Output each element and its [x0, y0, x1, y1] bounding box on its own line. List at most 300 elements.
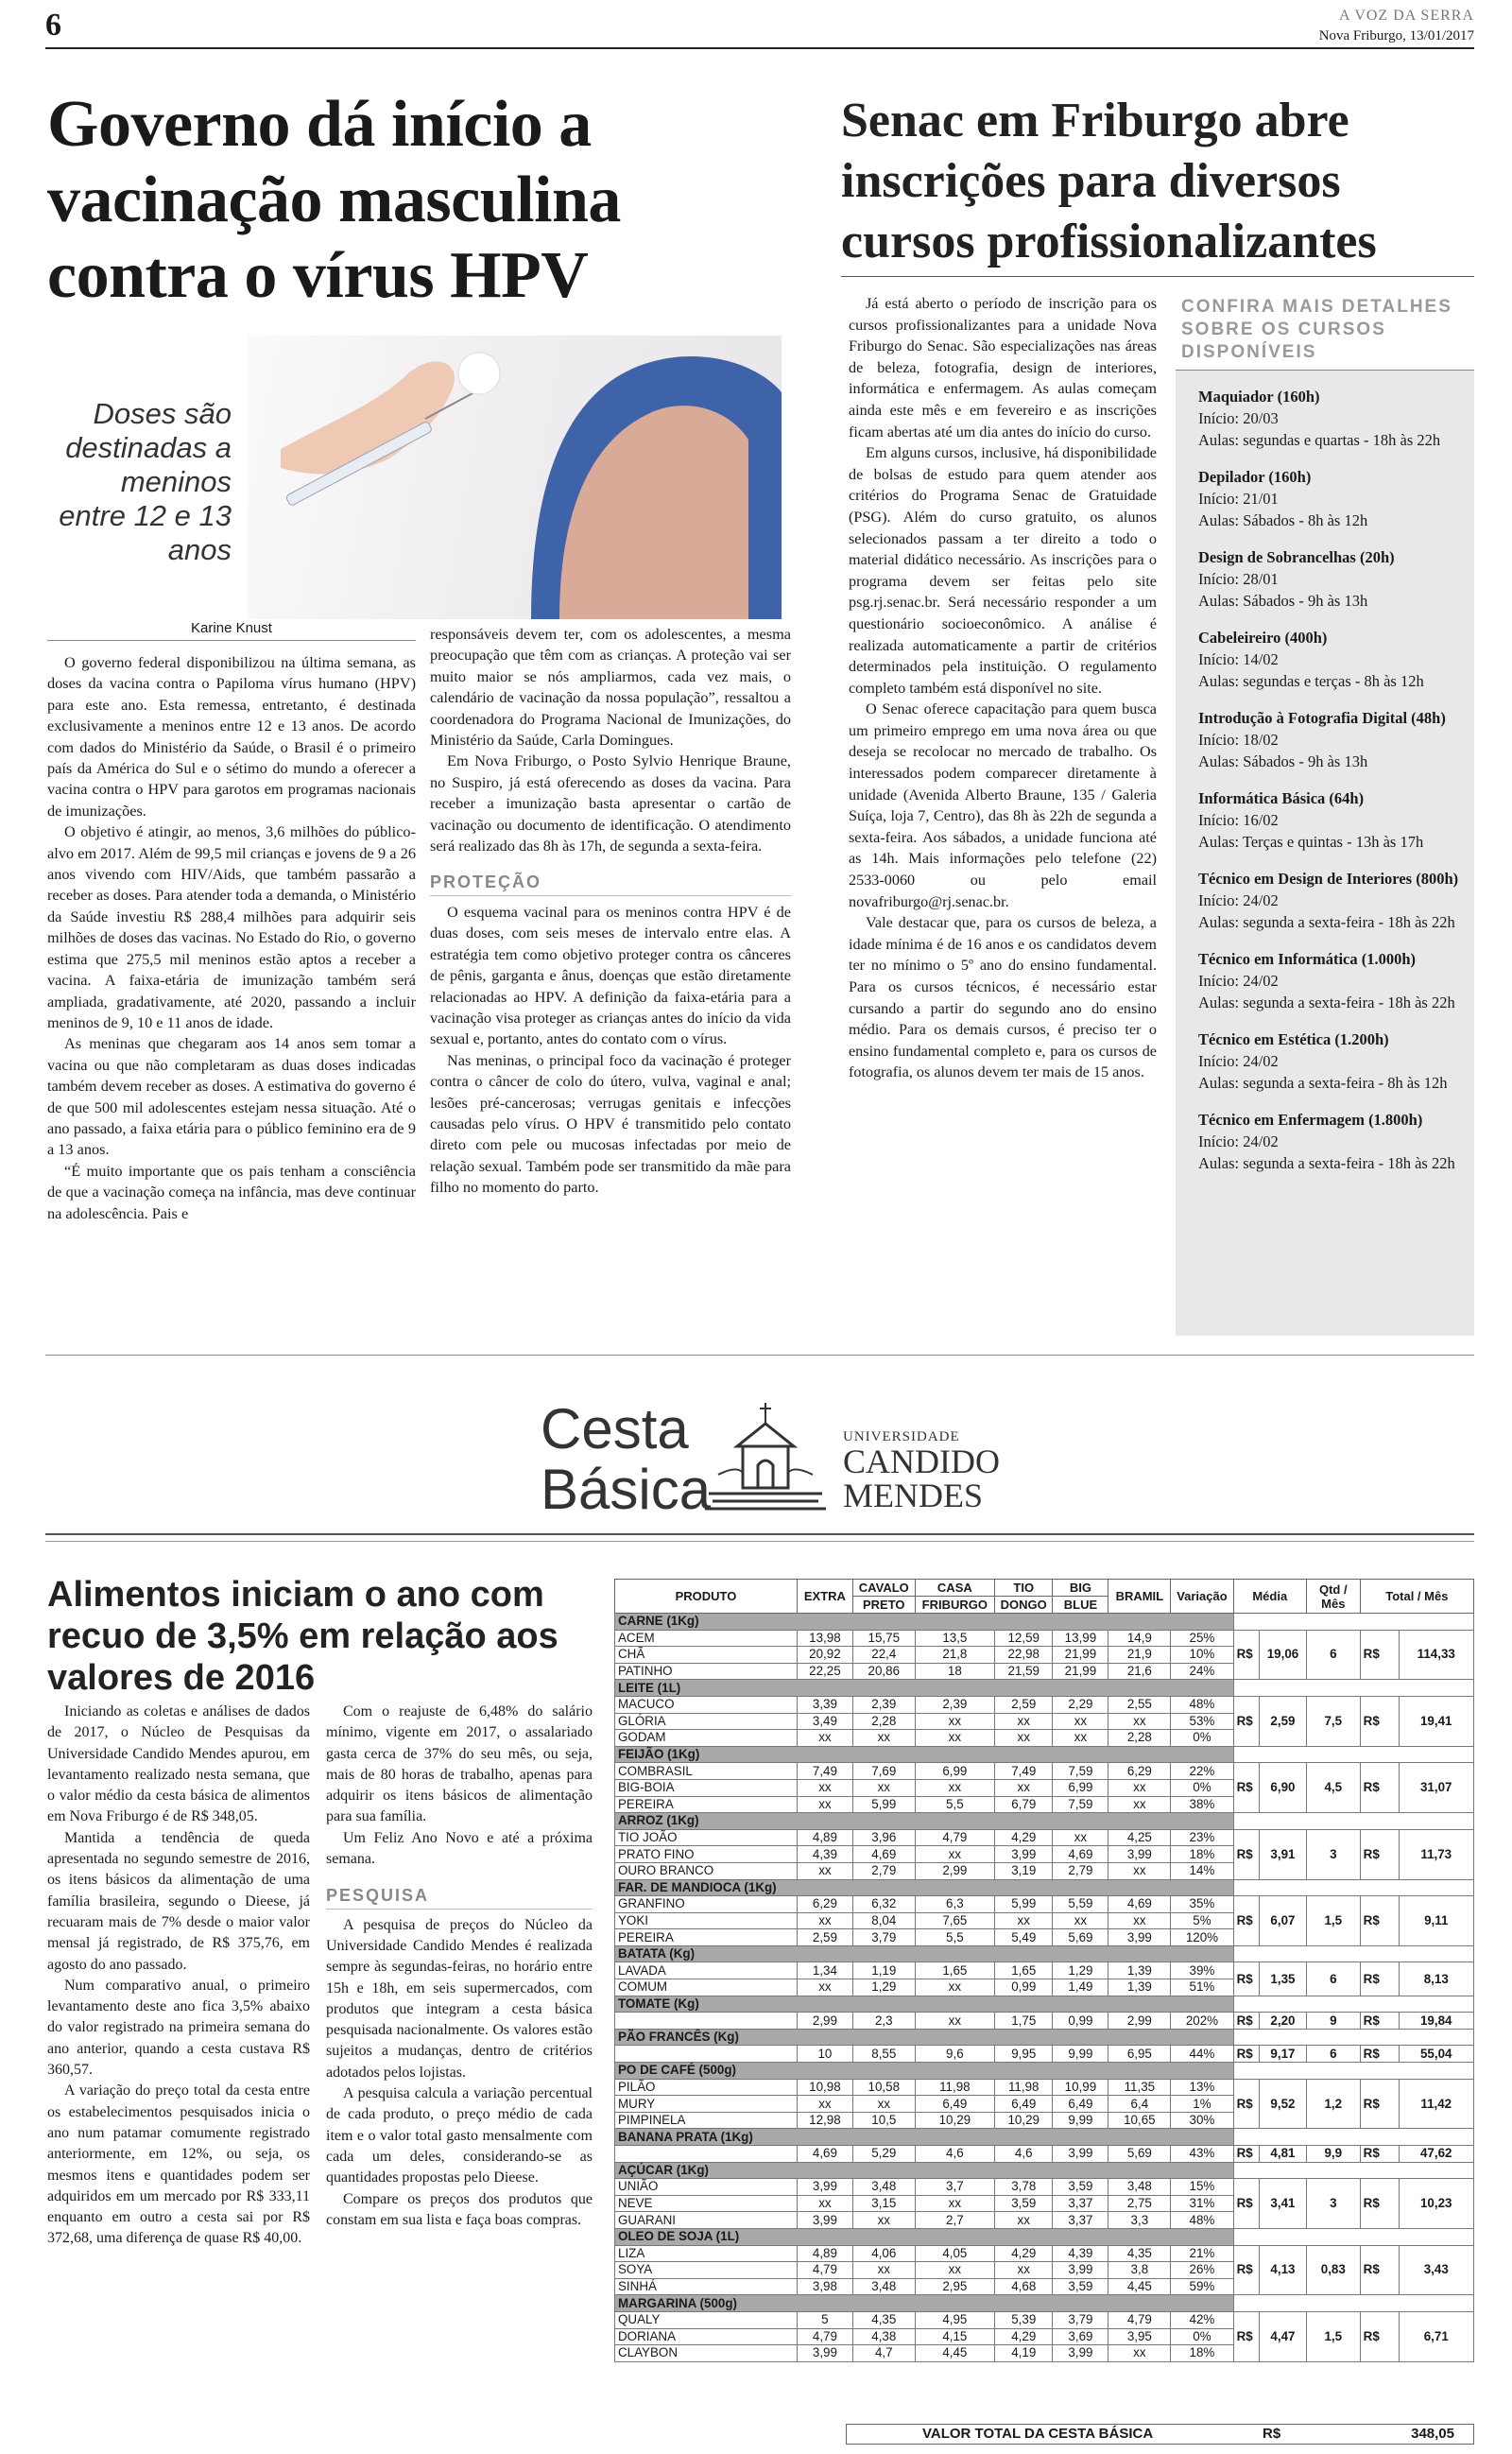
price-cell: 4,95: [915, 2311, 994, 2328]
course-name: Introdução à Fotografia Digital (48h): [1198, 709, 1446, 727]
category-row: [615, 2162, 1474, 2179]
total-label: VALOR TOTAL DA CESTA BÁSICA: [922, 2426, 1154, 2442]
media-currency: R$: [1233, 2245, 1259, 2295]
price-cell: 6,79: [995, 1796, 1053, 1813]
hpv-column-1: [47, 652, 416, 1224]
price-cell: 3,96: [852, 1829, 915, 1846]
col-header-dongo: DONGO: [995, 1597, 1053, 1614]
price-cell: 18: [915, 1663, 994, 1680]
price-cell: 10: [797, 2046, 852, 2063]
course-classes: Aulas: segunda a sexta-feira - 18h às 22h: [1198, 913, 1455, 931]
price-cell: 1,39: [1108, 1979, 1171, 1996]
col-header-variacao: Variação: [1171, 1580, 1233, 1614]
category-name: LEITE (1L): [615, 1680, 1234, 1697]
variation-cell: 25%: [1171, 1630, 1233, 1647]
hpv-paragraph: Nas meninas, o principal foco da vacinação é proteger contra o câncer de colo do útero, vulva, vaginal e anal; lesões pré-cancerosas; verrugas genitais e infecções causadas pelo vírus. O HPV é transmitido pelo contato direto com pele ou mucosas infectadas por meio de relação sexual. Também pode ser transmitido da mãe para filho no momento do parto.: [430, 1050, 791, 1197]
price-cell: 4,79: [797, 2262, 852, 2279]
category-row: [615, 2063, 1474, 2080]
summary-spacer: [1233, 1996, 1473, 2013]
header-rule: [45, 47, 1474, 49]
cesta-paragraph: Num comparativo anual, o primeiro levantamento deste ano fica 3,5% abaixo do valor registrado na primeira semana do ano anterior, quando a cesta custava R$ 360,57.: [47, 1977, 310, 2079]
product-name: PEREIRA: [615, 1796, 798, 1813]
price-cell: 1,29: [1053, 1962, 1108, 1979]
price-cell: 9,99: [1053, 2112, 1108, 2129]
price-cell: 4,15: [915, 2328, 994, 2345]
price-cell: 20,92: [797, 1647, 852, 1664]
price-cell: 10,29: [915, 2112, 994, 2129]
variation-cell: 31%: [1171, 2195, 1233, 2212]
variation-cell: 24%: [1171, 1663, 1233, 1680]
senac-paragraph: Já está aberto o período de inscrição para os cursos profissionalizantes para a unidade Nova Friburgo do Senac. São especializações nas áreas de beleza, fotografia, design de interiores, informática e enfermagem. As aulas começam ainda este mês e em fevereiro e as inscrições ficam abertas até um dia antes do início do curso.: [849, 295, 1157, 441]
total-value: 348,05: [1411, 2426, 1454, 2442]
course-name: Cabeleireiro (400h): [1198, 629, 1328, 647]
media-value: 3,41: [1260, 2179, 1307, 2229]
price-cell: xx: [852, 1730, 915, 1747]
price-cell: 6,32: [852, 1896, 915, 1913]
total-month-value: 47,62: [1399, 2146, 1474, 2163]
course-name: Técnico em Informática (1.000h): [1198, 950, 1417, 968]
price-cell: 6,99: [915, 1763, 994, 1780]
course-name: Depilador (160h): [1198, 468, 1312, 486]
date-line: Nova Friburgo, 13/01/2017: [1318, 28, 1474, 43]
course-start: Início: 21/01: [1198, 490, 1279, 508]
price-cell: 4,05: [915, 2245, 994, 2262]
product-name: PIMPINELA: [615, 2112, 798, 2129]
course-name: Informática Básica (64h): [1198, 789, 1365, 807]
course-name: Maquiador (160h): [1198, 388, 1320, 406]
course-start: Início: 16/02: [1198, 811, 1279, 829]
price-cell: 4,45: [1108, 2278, 1171, 2295]
category-name: CARNE (1Kg): [615, 1614, 1234, 1631]
course-classes: Aulas: Sábados - 8h às 12h: [1198, 511, 1368, 529]
total-month-value: 11,42: [1399, 2079, 1474, 2129]
media-currency: R$: [1233, 2146, 1259, 2163]
course-item: [1176, 546, 1474, 612]
price-cell: 6,99: [1053, 1779, 1108, 1796]
category-row: [615, 2029, 1474, 2046]
variation-cell: 18%: [1171, 1846, 1233, 1863]
col-header-extra: EXTRA: [797, 1580, 852, 1614]
price-cell: xx: [1053, 1912, 1108, 1929]
price-cell: 3,37: [1053, 2195, 1108, 2212]
total-currency: R$: [1360, 2146, 1399, 2163]
hpv-paragraph: O esquema vacinal para os meninos contra HPV é de duas doses, com seis meses de intervalo entre elas. A estratégia tem como objetivo proteger contra os cânceres de pênis, garganta e ânus, doenças que estão diretamente relacionadas ao HPV. A definição da faixa-etária para a vacinação visa proteger as crianças antes do início da vida sexual e, portanto, antes do contato com o vírus.: [430, 902, 791, 1048]
price-cell: 1,75: [995, 2013, 1053, 2030]
table-row: [615, 1763, 1474, 1780]
quantity-value: 9: [1306, 2013, 1360, 2030]
price-cell: 6,29: [797, 1896, 852, 1913]
variation-cell: 0%: [1171, 1730, 1233, 1747]
price-cell: 5,99: [995, 1896, 1053, 1913]
price-cell: xx: [797, 1779, 852, 1796]
product-name: CLAYBON: [615, 2345, 798, 2362]
media-value: 4,47: [1260, 2311, 1307, 2361]
variation-cell: 38%: [1171, 1796, 1233, 1813]
price-cell: 4,29: [995, 1829, 1053, 1846]
total-month-value: 3,43: [1399, 2245, 1474, 2295]
price-cell: xx: [915, 1713, 994, 1730]
product-name: PATINHO: [615, 1663, 798, 1680]
category-name: BATATA (Kg): [615, 1945, 1234, 1962]
product-name: LIZA: [615, 2245, 798, 2262]
category-name: FAR. DE MANDIOCA (1Kg): [615, 1879, 1234, 1896]
price-cell: xx: [995, 2212, 1053, 2229]
course-classes: Aulas: Sábados - 9h às 13h: [1198, 592, 1368, 610]
category-row: [615, 1879, 1474, 1896]
price-cell: 4,89: [797, 1829, 852, 1846]
table-row: [615, 1829, 1474, 1846]
price-cell: 3,99: [1053, 2146, 1108, 2163]
price-cell: 0,99: [995, 1979, 1053, 1996]
cesta-word-1: Cesta: [541, 1397, 689, 1460]
product-name: GRANFINO: [615, 1896, 798, 1913]
price-cell: 6,29: [1108, 1763, 1171, 1780]
price-cell: xx: [1108, 1912, 1171, 1929]
price-cell: 3,99: [995, 1846, 1053, 1863]
table-row: [615, 2146, 1474, 2163]
price-cell: xx: [995, 1713, 1053, 1730]
cesta-headline: Alimentos iniciam o ano com recuo de 3,5% em relação aos valores de 2016: [47, 1575, 558, 1698]
price-cell: 3,98: [797, 2278, 852, 2295]
col-header-produto: PRODUTO: [615, 1580, 798, 1614]
product-name: GODAM: [615, 1730, 798, 1747]
category-name: MARGARINA (500g): [615, 2295, 1234, 2312]
cesta-paragraph: Um Feliz Ano Novo e até a próxima semana.: [326, 1829, 593, 1868]
course-start: Início: 24/02: [1198, 972, 1279, 990]
hpv-paragraph: “É muito importante que os pais tenham a consciência de que a vacinação começa na infância, mas deve continuar na adolescência. Pais e: [47, 1161, 416, 1222]
price-cell: 3,59: [995, 2195, 1053, 2212]
cesta-basica-title: [541, 1399, 711, 1520]
media-currency: R$: [1233, 2179, 1259, 2229]
variation-cell: 15%: [1171, 2179, 1233, 2196]
summary-spacer: [1233, 2029, 1473, 2046]
price-cell: xx: [797, 1912, 852, 1929]
cesta-paragraph: A pesquisa de preços do Núcleo da Universidade Candido Mendes é realizada sempre às segundas-feiras, no horário entre 15h e 18h, em seis supermercados, com produtos que integram a cesta básica pesquisada nacionalmente. Os valores estão sujeitos a mudanças, dentro de critérios adotados pelos lojistas.: [326, 1916, 593, 2081]
price-cell: xx: [797, 2096, 852, 2113]
variation-cell: 21%: [1171, 2245, 1233, 2262]
sidebar-heading: CONFIRA MAIS DETALHES SOBRE OS CURSOS DISPONÍVEIS: [1176, 288, 1474, 371]
course-classes: Aulas: segunda a sexta-feira - 8h às 12h: [1198, 1074, 1448, 1092]
price-cell: 5,5: [915, 1796, 994, 1813]
price-cell: 4,45: [915, 2345, 994, 2362]
cesta-word-2: Básica: [541, 1458, 712, 1521]
price-cell: 3,79: [1053, 2311, 1108, 2328]
section-heading-protecao: PROTEÇÃO: [430, 872, 791, 895]
course-start: Início: 14/02: [1198, 650, 1279, 668]
price-cell: 3,99: [797, 2212, 852, 2229]
quantity-value: 6: [1306, 2046, 1360, 2063]
price-cell: 5,5: [915, 1929, 994, 1946]
price-cell: 3,37: [1053, 2212, 1108, 2229]
price-cell: 3,49: [797, 1713, 852, 1730]
col-header-bramil: BRAMIL: [1108, 1580, 1171, 1614]
price-cell: xx: [995, 1912, 1053, 1929]
total-month-value: 19,41: [1399, 1696, 1474, 1746]
price-cell: 2,79: [852, 1862, 915, 1879]
price-cell: 2,95: [915, 2278, 994, 2295]
variation-cell: 120%: [1171, 1929, 1233, 1946]
hpv-column-2: [430, 624, 791, 1199]
course-name: Técnico em Estética (1.200h): [1198, 1030, 1389, 1048]
col-header-qtd: Qtd / Mês: [1306, 1580, 1360, 1614]
total-currency: R$: [1360, 1763, 1399, 1813]
price-cell: 21,9: [1108, 1647, 1171, 1664]
variation-cell: 35%: [1171, 1896, 1233, 1913]
cesta-column-1: [47, 1702, 310, 2250]
course-classes: Aulas: segunda a sexta-feira - 18h às 22h: [1198, 1154, 1455, 1172]
total-currency: R$: [1360, 2179, 1399, 2229]
course-start: Início: 24/02: [1198, 1132, 1279, 1150]
senac-headline: Senac em Friburgo abre inscrições para diversos cursos profissionalizantes: [841, 94, 1377, 268]
course-list: [1176, 386, 1474, 1174]
total-month-value: 11,73: [1399, 1829, 1474, 1879]
cesta-rule: [45, 1533, 1474, 1535]
senac-paragraph: O Senac oferece capacitação para quem busca um primeiro emprego em uma nova área ou que deseja se recolocar no mercado de trabalho. Os interessados podem comparecer diretamente à unidade (Avenida Alberto Braune, 135 / Galeria Suíça, loja 7, Centro), das 8h às 22h de segunda a sexta-feira. Aos sábados, a unidade funciona até as 14h. Mais informações pelo telefone (22) 2533-0060 ou pelo email novafriburgo@rj.senac.br.: [849, 700, 1157, 910]
price-cell: 2,3: [852, 2013, 915, 2030]
price-cell: 6,3: [915, 1896, 994, 1913]
hpv-paragraph: O objetivo é atingir, ao menos, 3,6 milhões do público-alvo em 2017. Além de 99,5 mil crianças e jovens de 9 a 26 anos vivendo com HIV/Aids, que também passarão a receber as doses. Para atender toda a demanda, o Ministério da Saúde investiu R$ 288,4 milhões para adquirir seis milhões de doses das vacinas. No Estado do Rio, o governo estima que 275,5 mil meninos estão aptos a receber a vacina. A faixa-etária de imunização também será ampliada, gradativamente, até 2020, passando a incluir meninos de 9, 10 e 11 anos de idade.: [47, 822, 416, 1031]
product-name: [615, 2046, 798, 2063]
price-cell: 2,55: [1108, 1696, 1171, 1713]
price-cell: 10,99: [1053, 2079, 1108, 2096]
category-name: OLEO DE SOJA (1L): [615, 2228, 1234, 2245]
price-cell: 1,49: [1053, 1979, 1108, 1996]
variation-cell: 48%: [1171, 2212, 1233, 2229]
total-month-value: 9,11: [1399, 1896, 1474, 1946]
quantity-value: 6: [1306, 1962, 1360, 1996]
product-name: PILÃO: [615, 2079, 798, 2096]
hpv-subheadline: Doses são destinadas a meninos entre 12 e 13 anos: [59, 397, 232, 566]
price-cell: 4,79: [797, 2328, 852, 2345]
price-cell: 13,99: [1053, 1630, 1108, 1647]
product-name: ACEM: [615, 1630, 798, 1647]
price-cell: 21,59: [995, 1663, 1053, 1680]
price-cell: 4,69: [1053, 1846, 1108, 1863]
media-currency: R$: [1233, 1829, 1259, 1879]
cesta-column-2: [326, 1702, 593, 2231]
total-month-value: 6,71: [1399, 2311, 1474, 2361]
product-name: QUALY: [615, 2311, 798, 2328]
price-cell: 7,65: [915, 1912, 994, 1929]
variation-cell: 44%: [1171, 2046, 1233, 2063]
summary-spacer: [1233, 1746, 1473, 1763]
course-item: [1176, 627, 1474, 692]
price-cell: 3,48: [852, 2179, 915, 2196]
summary-spacer: [1233, 2129, 1473, 2146]
price-cell: 3,15: [852, 2195, 915, 2212]
price-cell: 4,69: [1108, 1896, 1171, 1913]
total-currency: R$: [1360, 1696, 1399, 1746]
price-cell: xx: [852, 2212, 915, 2229]
summary-spacer: [1233, 1813, 1473, 1830]
course-item: [1176, 868, 1474, 933]
price-cell: xx: [797, 1979, 852, 1996]
price-cell: 2,99: [915, 1862, 994, 1879]
price-cell: 7,49: [995, 1763, 1053, 1780]
quantity-value: 1,5: [1306, 1896, 1360, 1946]
media-value: 3,91: [1260, 1829, 1307, 1879]
variation-cell: 42%: [1171, 2311, 1233, 2328]
price-cell: 6,4: [1108, 2096, 1171, 2113]
price-cell: xx: [797, 1796, 852, 1813]
price-cell: 22,25: [797, 1663, 852, 1680]
price-cell: 10,5: [852, 2112, 915, 2129]
price-cell: 8,55: [852, 2046, 915, 2063]
product-name: TIO JOÃO: [615, 1829, 798, 1846]
summary-spacer: [1233, 2228, 1473, 2245]
price-cell: 4,79: [1108, 2311, 1171, 2328]
product-name: NEVE: [615, 2195, 798, 2212]
price-cell: 4,35: [1108, 2245, 1171, 2262]
hpv-paragraph: As meninas que chegaram aos 14 anos sem tomar a vacina ou que não completaram as duas doses indicadas também devem receber as doses. A estimativa do governo é de que 500 mil adolescentes estejam nessa situação. Até o ano passado, a faixa etária para o público feminino era de 9 a 13 anos.: [47, 1034, 416, 1159]
media-value: 4,81: [1260, 2146, 1307, 2163]
total-currency: R$: [1360, 2311, 1399, 2361]
product-name: PRATO FINO: [615, 1846, 798, 1863]
price-cell: 13,5: [915, 1630, 994, 1647]
price-cell: xx: [915, 1730, 994, 1747]
total-month-value: 55,04: [1399, 2046, 1474, 2063]
price-cell: 3,99: [797, 2179, 852, 2196]
price-cell: 12,59: [995, 1630, 1053, 1647]
section-divider: [45, 1355, 1474, 1356]
price-cell: 7,59: [1053, 1796, 1108, 1813]
variation-cell: 14%: [1171, 1862, 1233, 1879]
price-cell: 3,8: [1108, 2262, 1171, 2279]
quantity-value: 6: [1306, 1630, 1360, 1680]
variation-cell: 1%: [1171, 2096, 1233, 2113]
price-cell: 15,75: [852, 1630, 915, 1647]
variation-cell: 26%: [1171, 2262, 1233, 2279]
course-start: Início: 28/01: [1198, 570, 1279, 588]
price-cell: 2,39: [915, 1696, 994, 1713]
media-currency: R$: [1233, 2079, 1259, 2129]
price-cell: 7,49: [797, 1763, 852, 1780]
price-cell: 3,7: [915, 2179, 994, 2196]
price-cell: xx: [915, 1979, 994, 1996]
total-month-value: 10,23: [1399, 2179, 1474, 2229]
product-name: LAVADA: [615, 1962, 798, 1979]
price-cell: 6,49: [995, 2096, 1053, 2113]
variation-cell: 23%: [1171, 1829, 1233, 1846]
price-cell: xx: [995, 1730, 1053, 1747]
price-cell: xx: [1108, 2345, 1171, 2362]
price-cell: 11,98: [915, 2079, 994, 2096]
hpv-paragraph: Em Nova Friburgo, o Posto Sylvio Henrique Braune, no Suspiro, já está oferecendo as doses da vacina. Para receber a imunização basta apresentar o cartão de vacinação ou documento de identificação. O atendimento será realizado das 8h às 17h, de segunda a sexta-feira.: [430, 752, 791, 855]
media-value: 19,06: [1260, 1630, 1307, 1680]
course-name: Design de Sobrancelhas (20h): [1198, 548, 1395, 566]
media-currency: R$: [1233, 1763, 1259, 1813]
total-month-value: 114,33: [1399, 1630, 1474, 1680]
price-cell: 4,69: [797, 2146, 852, 2163]
product-name: SOYA: [615, 2262, 798, 2279]
price-cell: 4,38: [852, 2328, 915, 2345]
product-name: OURO BRANCO: [615, 1862, 798, 1879]
product-name: BIG-BOIA: [615, 1779, 798, 1796]
variation-cell: 18%: [1171, 2345, 1233, 2362]
price-cell: 11,35: [1108, 2079, 1171, 2096]
price-cell: 5,69: [1053, 1929, 1108, 1946]
price-cell: 3,19: [995, 1862, 1053, 1879]
quantity-value: 9,9: [1306, 2146, 1360, 2163]
total-bar: [846, 2424, 1474, 2445]
course-classes: Aulas: segunda a sexta-feira - 18h às 22h: [1198, 994, 1455, 1011]
media-currency: R$: [1233, 2311, 1259, 2361]
price-cell: 12,98: [797, 2112, 852, 2129]
price-cell: 2,28: [1108, 1730, 1171, 1747]
table-row: [615, 1896, 1474, 1913]
category-row: [615, 2295, 1474, 2312]
price-cell: 10,98: [797, 2079, 852, 2096]
price-cell: 4,6: [915, 2146, 994, 2163]
total-month-value: 19,84: [1399, 2013, 1474, 2030]
university-label: UNIVERSIDADE: [843, 1429, 960, 1444]
price-cell: xx: [852, 2096, 915, 2113]
product-name: COMBRASIL: [615, 1763, 798, 1780]
course-classes: Aulas: Terças e quintas - 13h às 17h: [1198, 833, 1424, 851]
total-currency: R$: [1360, 1829, 1399, 1879]
price-cell: xx: [797, 1862, 852, 1879]
price-cell: 3,48: [1108, 2179, 1171, 2196]
price-cell: 3,59: [1053, 2278, 1108, 2295]
cesta-paragraph: Iniciando as coletas e análises de dados de 2017, o Núcleo de Pesquisas da Universidade Candido Mendes apurou, em levantamento realizado nesta semana, que o valor médio da cesta básica de alimentos em Nova Friburgo é de R$ 348,05.: [47, 1703, 310, 1825]
product-name: MACUCO: [615, 1696, 798, 1713]
table-row: [615, 2245, 1474, 2262]
course-item: [1176, 1028, 1474, 1094]
product-name: COMUM: [615, 1979, 798, 1996]
col-header-casa: CASA: [915, 1580, 994, 1597]
price-cell: 4,7: [852, 2345, 915, 2362]
price-cell: 4,19: [995, 2345, 1053, 2362]
price-cell: 2,75: [1108, 2195, 1171, 2212]
quantity-value: 1,5: [1306, 2311, 1360, 2361]
variation-cell: 59%: [1171, 2278, 1233, 2295]
price-cell: 4,29: [995, 2328, 1053, 2345]
price-cell: xx: [1053, 1730, 1108, 1747]
price-cell: 1,65: [915, 1962, 994, 1979]
price-cell: 2,28: [852, 1713, 915, 1730]
price-cell: 1,39: [1108, 1962, 1171, 1979]
university-name-line2: MENDES: [843, 1477, 984, 1514]
page-number: 6: [45, 8, 61, 43]
course-item: [1176, 1109, 1474, 1174]
price-cell: 7,69: [852, 1763, 915, 1780]
product-name: CHÃ: [615, 1647, 798, 1664]
price-cell: 3,99: [1108, 1929, 1171, 1946]
media-value: 9,17: [1260, 2046, 1307, 2063]
publication-name: A VOZ DA SERRA: [1338, 8, 1474, 24]
price-cell: 22,4: [852, 1647, 915, 1664]
category-name: ARROZ (1Kg): [615, 1813, 1234, 1830]
total-currency: R$: [1360, 2245, 1399, 2295]
price-cell: 5,49: [995, 1929, 1053, 1946]
price-cell: xx: [797, 2195, 852, 2212]
variation-cell: 13%: [1171, 2079, 1233, 2096]
total-currency: R$: [1360, 1896, 1399, 1946]
price-cell: xx: [915, 2013, 994, 2030]
media-currency: R$: [1233, 2013, 1259, 2030]
media-value: 4,13: [1260, 2245, 1307, 2295]
author-byline: Karine Knust: [47, 620, 416, 641]
price-cell: 4,35: [852, 2311, 915, 2328]
course-start: Início: 24/02: [1198, 1052, 1279, 1070]
price-cell: 3,48: [852, 2278, 915, 2295]
price-cell: xx: [915, 2262, 994, 2279]
total-currency: R$: [1360, 1630, 1399, 1680]
table-row: [615, 1696, 1474, 1713]
product-name: [615, 2146, 798, 2163]
media-currency: R$: [1233, 1696, 1259, 1746]
col-header-big: BIG: [1053, 1580, 1108, 1597]
